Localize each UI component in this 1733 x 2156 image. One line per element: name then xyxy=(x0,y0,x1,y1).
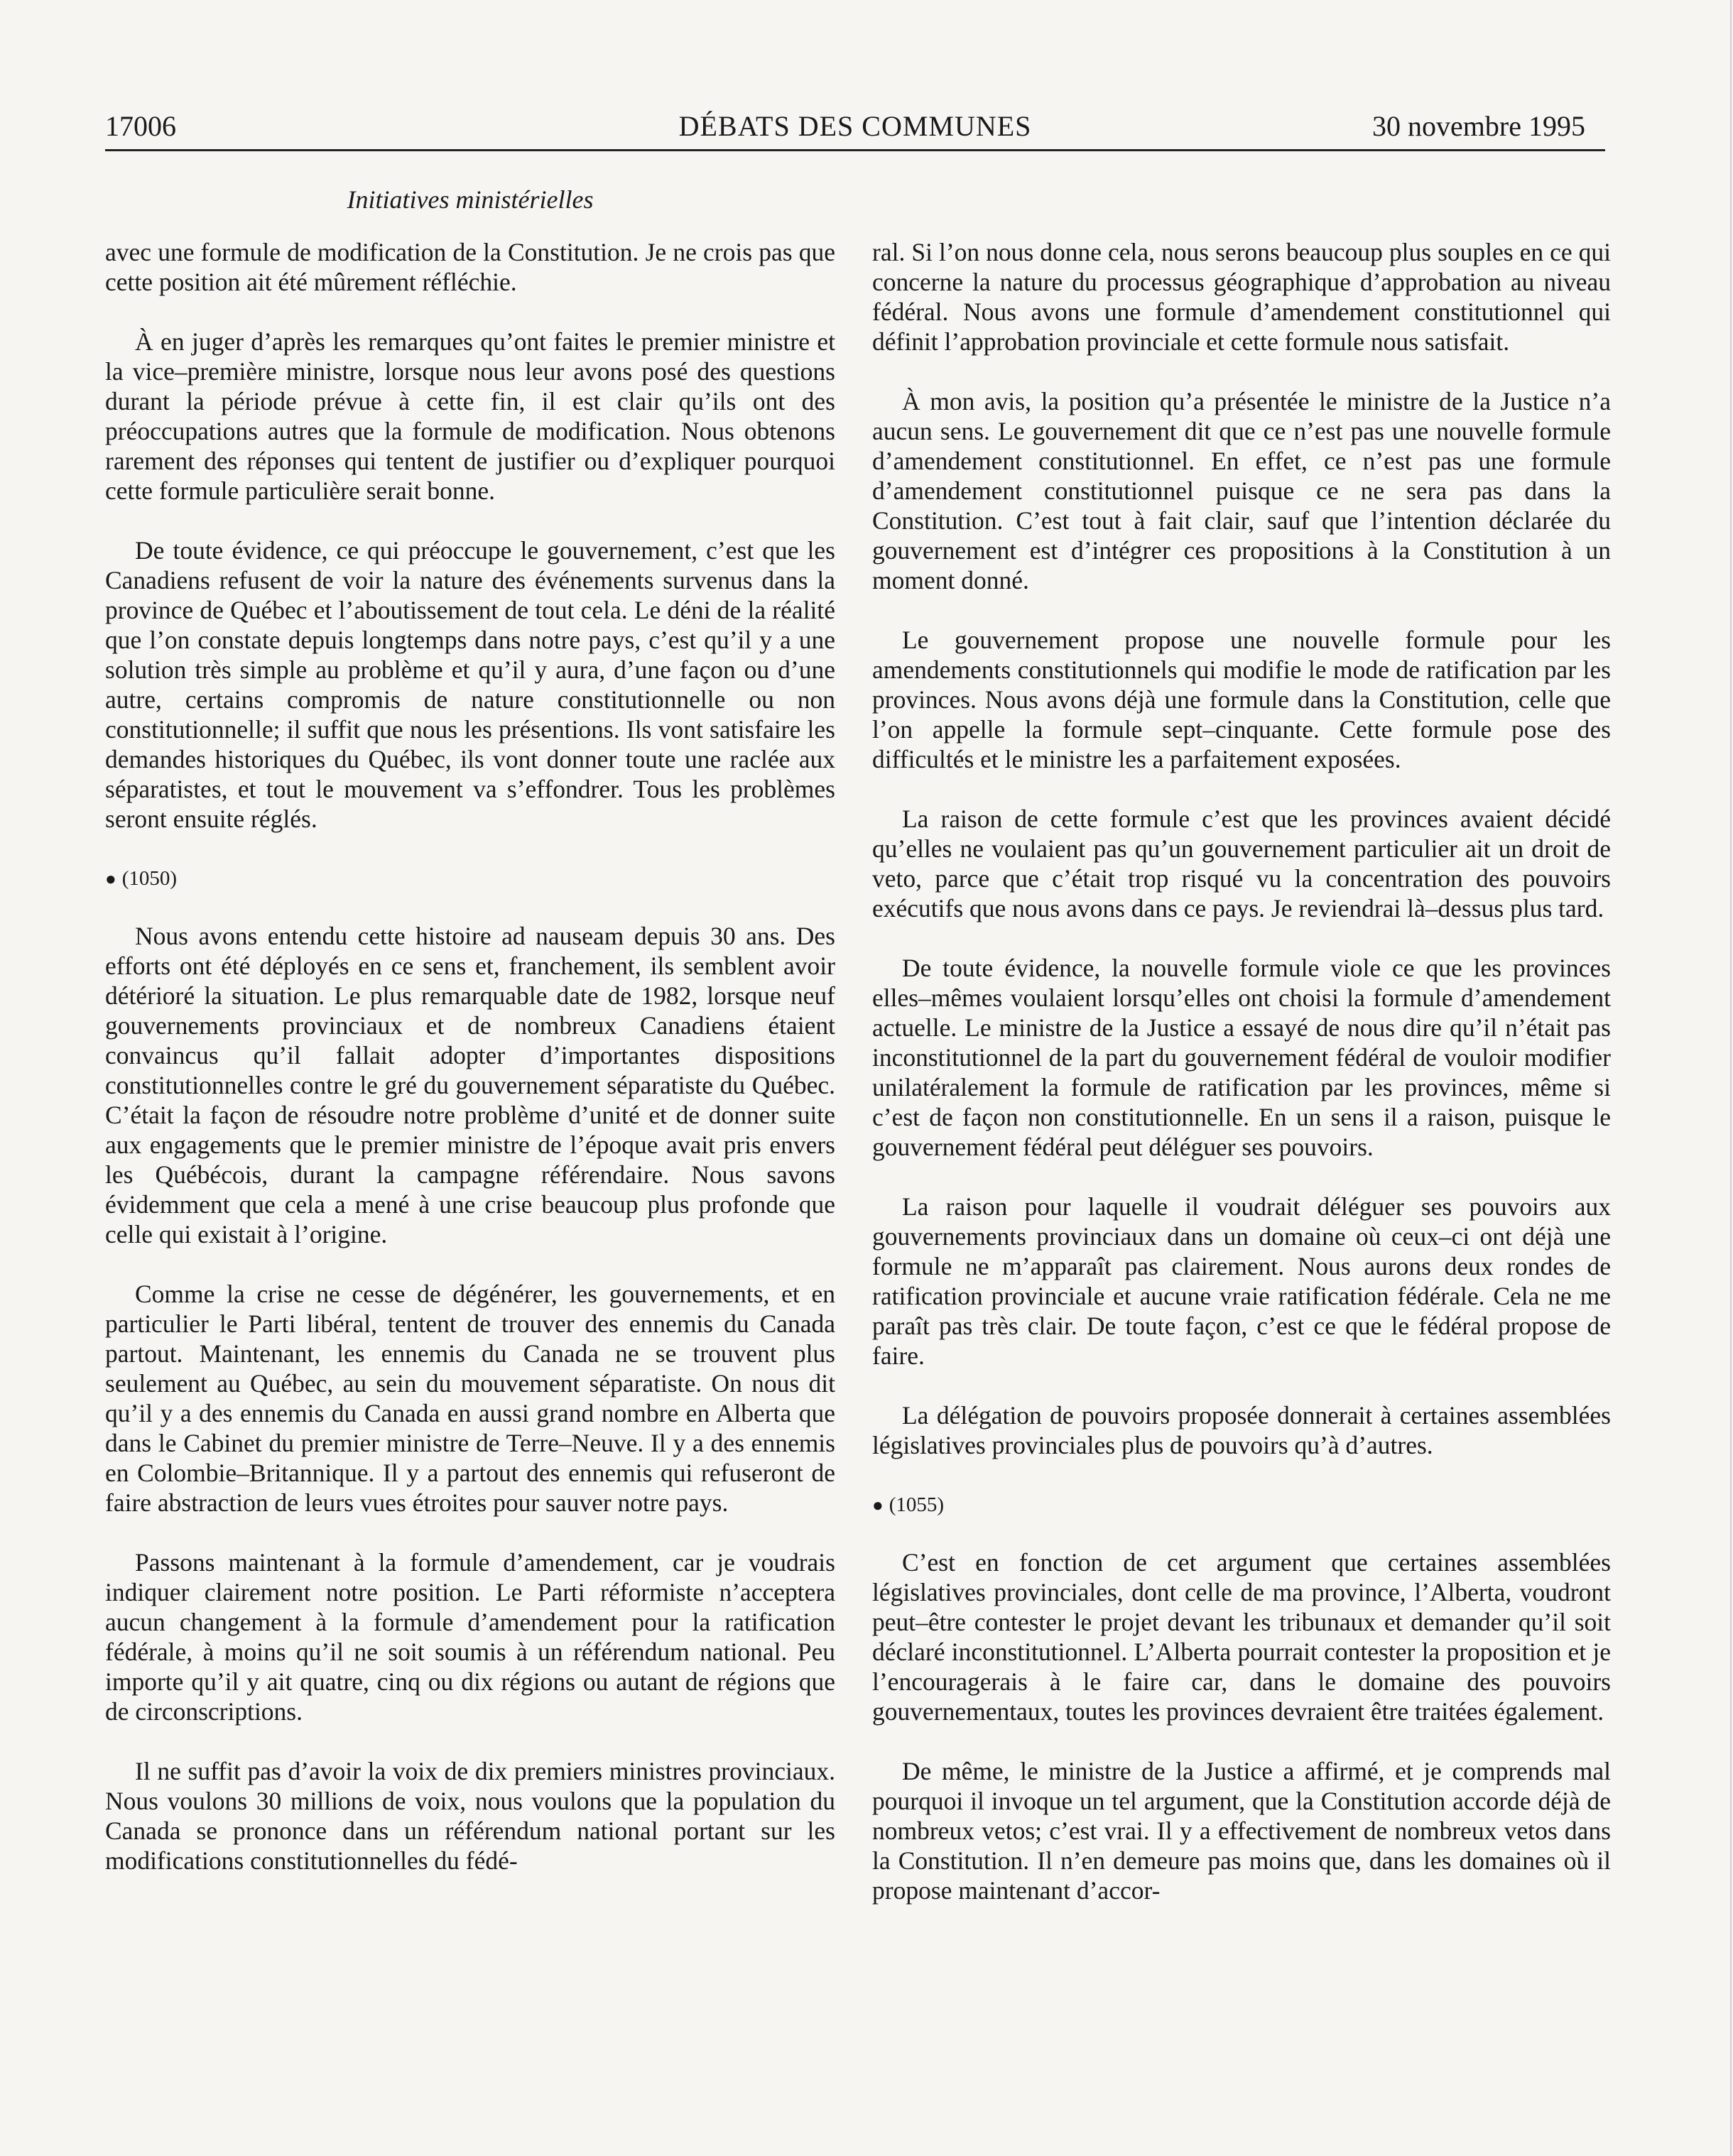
paragraph: C’est en fonction de cet argument que certaines assemblées législatives provinciales, dont celle de ma province, l’Alberta, voudront peut–être contester le projet devant les tribunaux et demander qu’il soit déclaré inconstitutionnel. L’Alberta pourrait contester la proposition et je l’encouragerais à le faire car, dans le domaine des pouvoirs gouvernementaux, toutes les provinces devraient être traitées également. xyxy=(872,1548,1611,1726)
header-rule xyxy=(105,149,1605,151)
time-marker-label: (1050) xyxy=(121,867,178,890)
paragraph: La raison de cette formule c’est que les provinces avaient décidé qu’elles ne voulaient pas qu’un gouvernement particulier ait un droit de veto, parce que c’était trop risqué vu la concentration des pouvoirs exécutifs que nous avons dans ce pays. Je reviendrai là–dessus plus tard. xyxy=(872,805,1611,922)
issue-date: 30 novembre 1995 xyxy=(1372,110,1585,142)
time-marker xyxy=(872,1490,1611,1520)
scan-edge-line xyxy=(1730,0,1732,2156)
paragraph: ral. Si l’on nous donne cela, nous serons beaucoup plus souples en ce qui concerne la nature du processus géographique d’approbation au niveau fédéral. Nous avons une formule d’amendement constitutionnel qui définit l’approbation provinciale et cette formule nous satisfait. xyxy=(872,238,1611,356)
paragraph: Nous avons entendu cette histoire ad nauseam depuis 30 ans. Des efforts ont été déployés en ce sens et, franchement, ils semblent avoir détérioré la situation. Le plus remarquable date de 1982, lorsque neuf gouvernements provinciaux et de nombreux Canadiens étaient convaincus qu’il fallait adopter d’importantes dispositions constitutionnelles contre le gré du gouvernement séparatiste du Québec. C’était la façon de résoudre notre problème d’unité et de donner suite aux engagements que le premier ministre de l’époque avait pris envers les Québécois, durant la campagne référendaire. Nous savons évidemment que cela a mené à une crise beaucoup plus profonde que celle qui existait à l’origine. xyxy=(105,922,835,1248)
page-number: 17006 xyxy=(105,110,176,142)
paragraph: Comme la crise ne cesse de dégénérer, les gouvernements, et en particulier le Parti libéral, tentent de trouver des ennemis du Canada partout. Maintenant, les ennemis du Canada ne se trouvent plus seulement au Québec, au sein du mouvement séparatiste. On nous dit qu’il y a des ennemis du Canada en aussi grand nombre en Alberta que dans le Cabinet du premier ministre de Terre–Neuve. Il y a des ennemis en Colombie–Britannique. Il y a partout des ennemis qui refuseront de faire abstraction de leurs vues étroites pour sauver notre pays. xyxy=(105,1280,835,1517)
paragraph: Passons maintenant à la formule d’amendement, car je voudrais indiquer clairement notre position. Le Parti réformiste n’acceptera aucun changement à la formule d’amendement pour la ratification fédérale, à moins qu’il ne soit soumis à un référendum national. Peu importe qu’il y ait quatre, cinq ou dix régions ou autant de régions que de circonscriptions. xyxy=(105,1548,835,1726)
left-column xyxy=(105,237,835,1905)
time-marker-label: (1055) xyxy=(889,1493,945,1516)
bullet-icon: ● xyxy=(872,1495,884,1515)
paragraph: Le gouvernement propose une nouvelle formule pour les amendements constitutionnels qui modifie le mode de ratification par les provinces. Nous avons déjà une formule dans la Constitution, celle que l’on appelle la formule sept–cinquante. Cette formule pose des difficultés et le ministre les a parfaitement exposées. xyxy=(872,626,1611,773)
paragraph: La délégation de pouvoirs proposée donnerait à certaines assemblées législatives provinciales plus de pouvoirs qu’à d’autres. xyxy=(872,1401,1611,1459)
right-column xyxy=(872,237,1611,1935)
time-marker xyxy=(105,864,835,894)
paragraph: À en juger d’après les remarques qu’ont faites le premier ministre et la vice–première ministre, lorsque nous leur avons posé des questions durant la période prévue à cette fin, il est clair qu’ils ont des préoccupations autres que la formule de modification. Nous obtenons rarement des réponses qui tentent de justifier ou d’expliquer pourquoi cette formule particulière serait bonne. xyxy=(105,327,835,505)
paragraph: De toute évidence, ce qui préoccupe le gouvernement, c’est que les Canadiens refusent de voir la nature des événements survenus dans la province de Québec et l’aboutissement de tout cela. Le déni de la réalité que l’on constate depuis longtemps dans notre pays, c’est qu’il y a une solution très simple au problème et qu’il y aura, d’une façon ou d’une autre, certains compromis de nature constitutionnelle ou non constitutionnelle; il suffit que nous les présentions. Ils vont satisfaire les demandes historiques du Québec, ils vont donner toute une raclée aux séparatistes, et tout le mouvement va s’effondrer. Tous les problèmes seront ensuite réglés. xyxy=(105,536,835,833)
page-header xyxy=(105,107,1605,146)
paragraph: Il ne suffit pas d’avoir la voix de dix premiers ministres provinciaux. Nous voulons 30 millions de voix, nous voulons que la population du Canada se prononce dans un référendum national portant sur les modifications constitutionnelles du fédé- xyxy=(105,1757,835,1875)
paragraph: avec une formule de modification de la Constitution. Je ne crois pas que cette position ait été mûrement réfléchie. xyxy=(105,238,835,296)
paragraph: De toute évidence, la nouvelle formule viole ce que les provinces elles–mêmes voulaient lorsqu’elles ont choisi la formule d’amendement actuelle. Le ministre de la Justice a essayé de nous dire qu’il n’était pas inconstitutionnel de la part du gouvernement fédéral de vouloir modifier unilatéralement la formule de ratification par les provinces, même si c’est de façon non constitutionnelle. En un sens il a raison, puisque le gouvernement fédéral peut déléguer ses pouvoirs. xyxy=(872,954,1611,1161)
section-title: Initiatives ministérielles xyxy=(347,185,594,214)
journal-title: DÉBATS DES COMMUNES xyxy=(678,110,1032,142)
bullet-icon: ● xyxy=(105,869,116,889)
paragraph: La raison pour laquelle il voudrait déléguer ses pouvoirs aux gouvernements provinciaux dans un domaine où ceux–ci ont déjà une formule ne m’apparaît pas clairement. Nous aurons deux rondes de ratification provinciale et aucune vraie ratification fédérale. Cela ne me paraît pas très clair. De toute façon, c’est ce que le fédéral propose de faire. xyxy=(872,1192,1611,1370)
paragraph: De même, le ministre de la Justice a affirmé, et je comprends mal pourquoi il invoque un tel argument, que la Constitution accorde déjà de nombreux vetos; c’est vrai. Il y a effectivement de nombreux vetos dans la Constitution. Il n’en demeure pas moins que, dans les domaines où il propose maintenant d’accor- xyxy=(872,1757,1611,1905)
paragraph: À mon avis, la position qu’a présentée le ministre de la Justice n’a aucun sens. Le gouvernement dit que ce n’est pas une nouvelle formule d’amendement constitutionnel. En effet, ce n’est pas une formule d’amendement constitutionnel puisque ce ne sera pas dans la Constitution. C’est tout à fait clair, sauf que l’intention déclarée du gouvernement est d’intégrer ces propositions à la Constitution à un moment donné. xyxy=(872,387,1611,594)
